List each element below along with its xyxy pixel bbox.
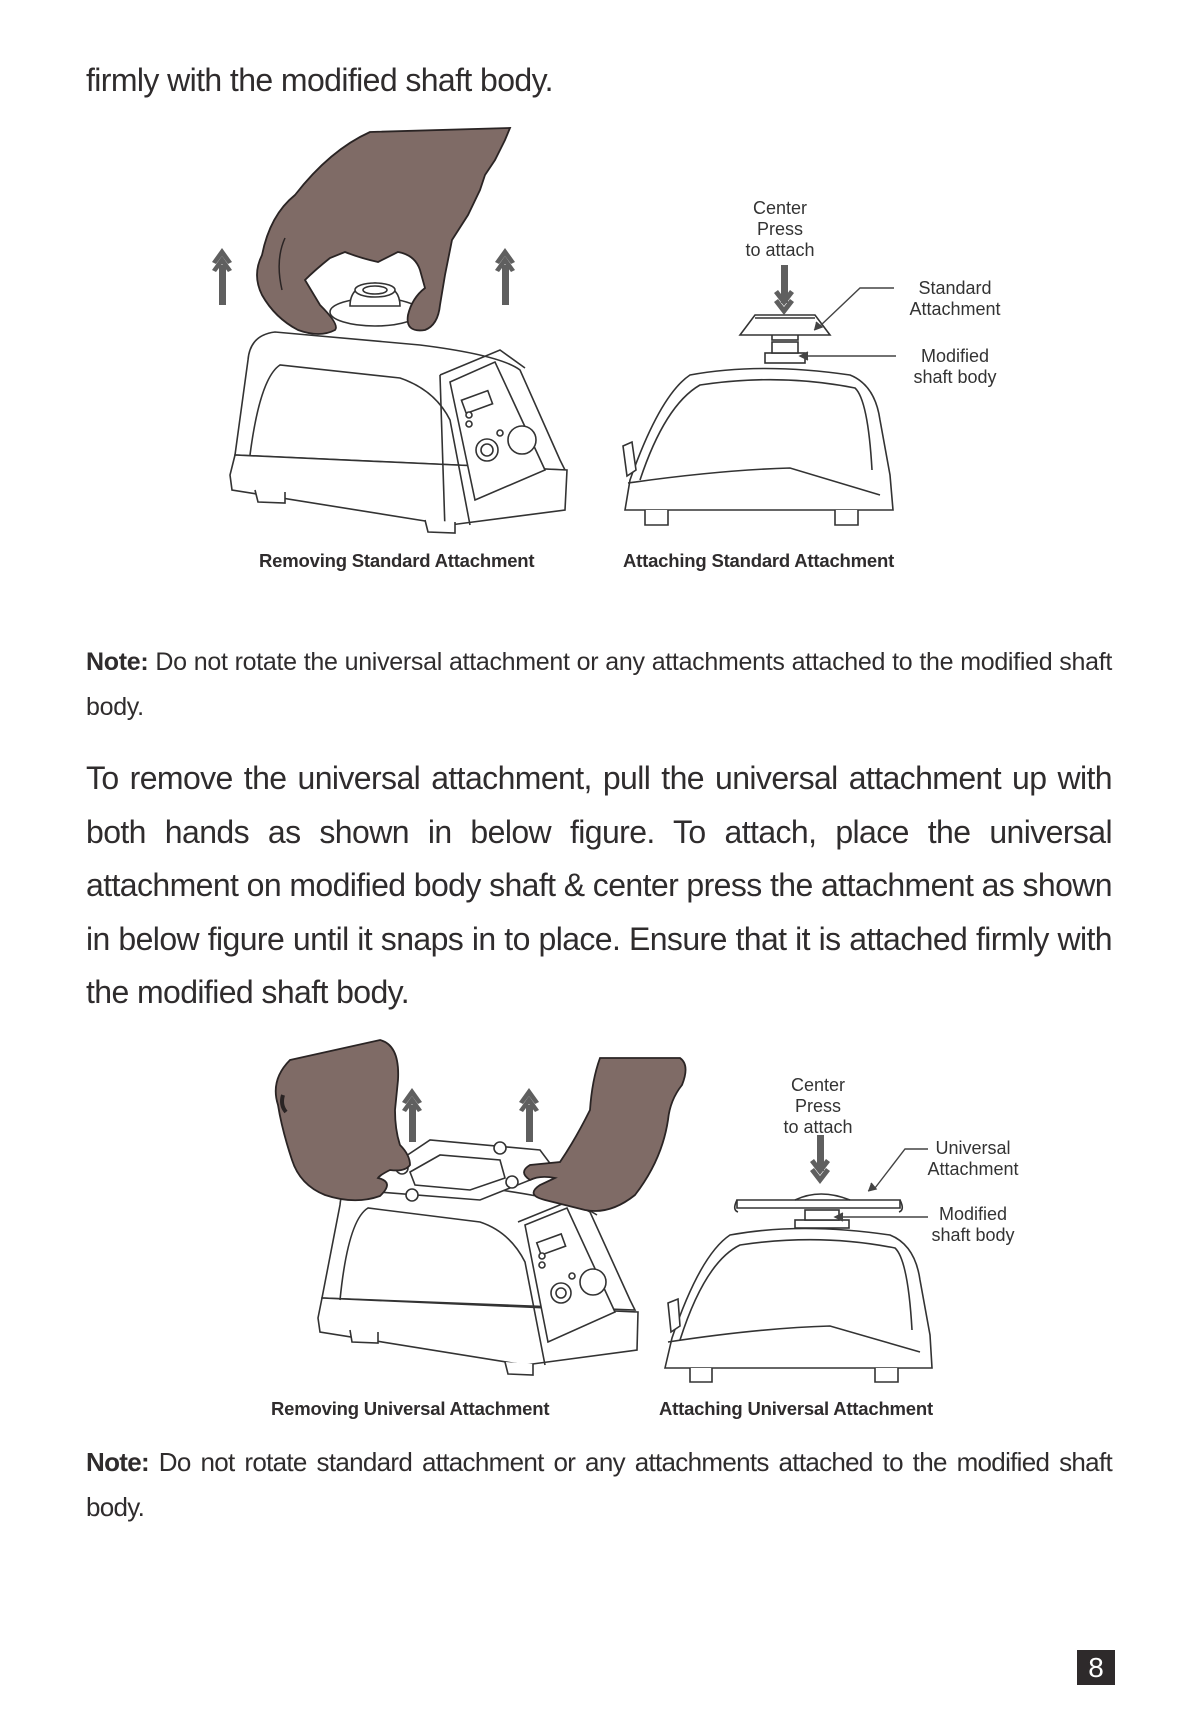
modified-shaft-label: Modified shaft body	[931, 1204, 1015, 1245]
arrow-down-icon	[810, 1135, 830, 1184]
caption-removing-standard: Removing Standard Attachment	[259, 550, 535, 571]
modified-shaft-label: Modified shaft body	[913, 346, 997, 387]
center-press-label: Center Press to attach	[783, 1075, 853, 1137]
center-press-label: Center Press to attach	[745, 198, 815, 260]
note-label: Note:	[86, 648, 149, 676]
vortex-mixer-side	[665, 1194, 932, 1382]
note-text: Do not rotate the universal attachment or any attachments attached to the modified shaft body.	[86, 648, 1112, 721]
universal-attachment-label: Universal Attachment	[927, 1138, 1019, 1179]
instructions-paragraph: To remove the universal attachment, pull the universal attachment up with both hands as shown in below figure. To attach, place the universal attachment on modified body shaft & center press the attachment as shown in below figure until it snaps in to place. Ensure that it is attached firmly with the modified shaft body.	[86, 760, 1112, 1010]
note-label: Note:	[86, 1447, 149, 1477]
note-standard	[86, 1440, 1112, 1530]
note-text: Do not rotate standard attachment or any attachments attached to the modified shaft body.	[86, 1447, 1112, 1522]
continued-text: firmly with the modified shaft body.	[86, 62, 553, 98]
standard-attachment-label: Standard Attachment	[909, 278, 1001, 319]
caption-attaching-universal: Attaching Universal Attachment	[659, 1398, 933, 1419]
page-number-badge: 8	[1077, 1650, 1115, 1685]
caption-removing-universal: Removing Universal Attachment	[271, 1398, 550, 1419]
caption-attaching-standard: Attaching Standard Attachment	[623, 550, 895, 571]
leader-lines	[835, 1149, 928, 1221]
